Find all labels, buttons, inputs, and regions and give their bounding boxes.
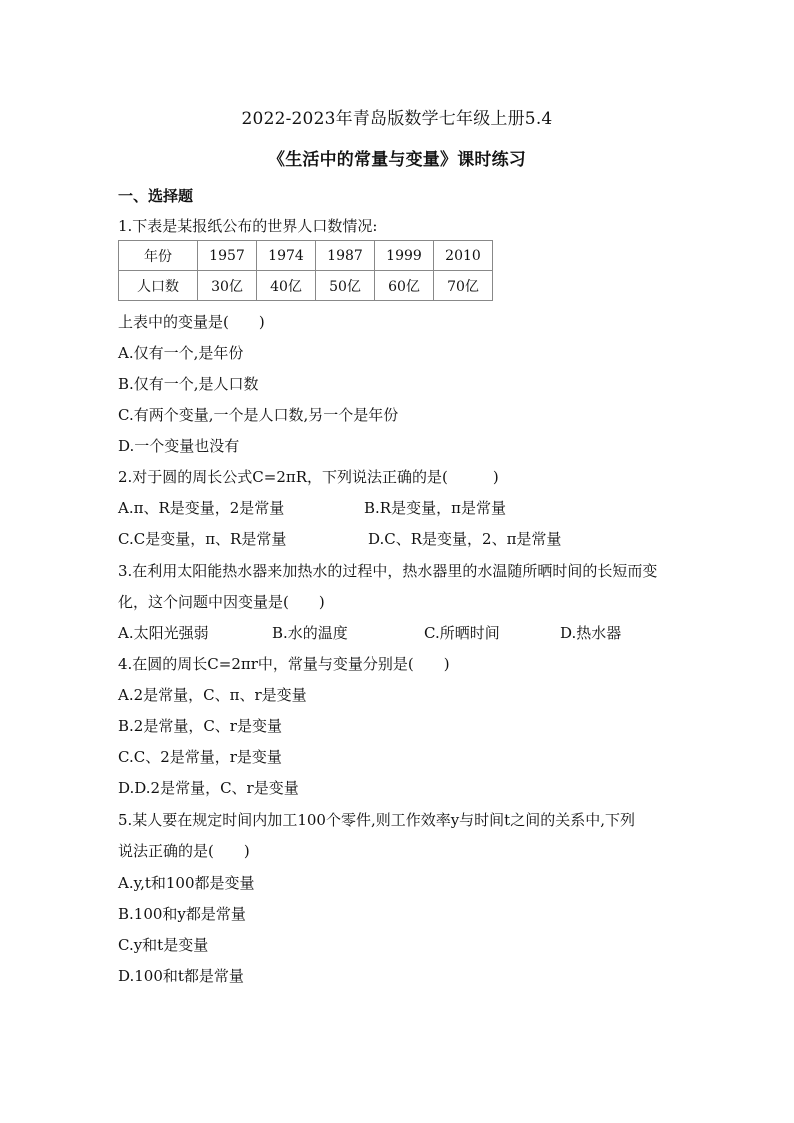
table-cell: 40亿: [257, 271, 316, 301]
table-row: [119, 271, 493, 301]
q4-option-a: A.2是常量，C、π、r是变量: [118, 686, 307, 704]
q2-option-b: B.R是变量，π是常量: [364, 499, 506, 517]
q1-option-d: D.一个变量也没有: [118, 437, 240, 455]
q4-stem: 4.在圆的周长C=2πr中，常量与变量分别是( ): [118, 655, 450, 673]
q1-stem: 1.下表是某报纸公布的世界人口数情况:: [118, 217, 378, 235]
q5-stem-line-2: 说法正确的是( ): [118, 842, 250, 860]
q1-option-a: A.仅有一个,是年份: [118, 344, 244, 362]
table-cell: 60亿: [375, 271, 434, 301]
q2-option-a: A.π、R是变量，2是常量: [118, 499, 285, 517]
q1-question: 上表中的变量是( ): [118, 313, 265, 331]
q2-option-d: D.C、R是变量，2、π是常量: [368, 530, 562, 548]
q3-option-a: A.太阳光强弱: [118, 624, 209, 642]
q1-option-b: B.仅有一个,是人口数: [118, 375, 259, 393]
q3-option-b: B.水的温度: [272, 624, 348, 642]
table-cell: 50亿: [316, 271, 375, 301]
table-header-cell: 年份: [119, 241, 198, 271]
title-line-2: 《生活中的常量与变量》课时练习: [268, 150, 526, 170]
q4-option-b: B.2是常量，C、r是变量: [118, 717, 282, 735]
q3-stem-line-2: 化，这个问题中因变量是( ): [118, 593, 325, 611]
title-line-1: 2022-2023年青岛版数学七年级上册5.4: [241, 109, 553, 129]
table-cell: 70亿: [434, 271, 493, 301]
table-cell: 30亿: [198, 271, 257, 301]
table-cell: 1999: [375, 241, 434, 271]
q5-stem-line-1: 5.某人要在规定时间内加工100个零件,则工作效率y与时间t之间的关系中,下列: [118, 811, 635, 829]
table-cell: 1974: [257, 241, 316, 271]
table-row: [119, 241, 493, 271]
q3-option-d: D.热水器: [560, 624, 622, 642]
q5-option-a: A.y,t和100都是变量: [118, 874, 255, 892]
population-table: [118, 240, 493, 301]
table-cell: 1987: [316, 241, 375, 271]
q4-option-c: C.C、2是常量，r是变量: [118, 748, 282, 766]
table-cell: 2010: [434, 241, 493, 271]
q3-stem-line-1: 3.在利用太阳能热水器来加热水的过程中，热水器里的水温随所晒时间的长短而变: [118, 562, 658, 580]
q3-option-c: C.所晒时间: [424, 624, 500, 642]
q5-option-c: C.y和t是变量: [118, 936, 209, 954]
table-header-cell: 人口数: [119, 271, 198, 301]
q5-option-d: D.100和t都是常量: [118, 967, 244, 985]
q5-option-b: B.100和y都是常量: [118, 905, 246, 923]
q1-option-c: C.有两个变量,一个是人口数,另一个是年份: [118, 406, 399, 424]
q2-option-c: C.C是变量，π、R是常量: [118, 530, 287, 548]
q2-stem: 2.对于圆的周长公式C=2πR，下列说法正确的是( ): [118, 468, 499, 486]
section-heading: 一、选择题: [118, 187, 194, 205]
q4-option-d: D.D.2是常量，C、r是变量: [118, 779, 299, 797]
table-cell: 1957: [198, 241, 257, 271]
